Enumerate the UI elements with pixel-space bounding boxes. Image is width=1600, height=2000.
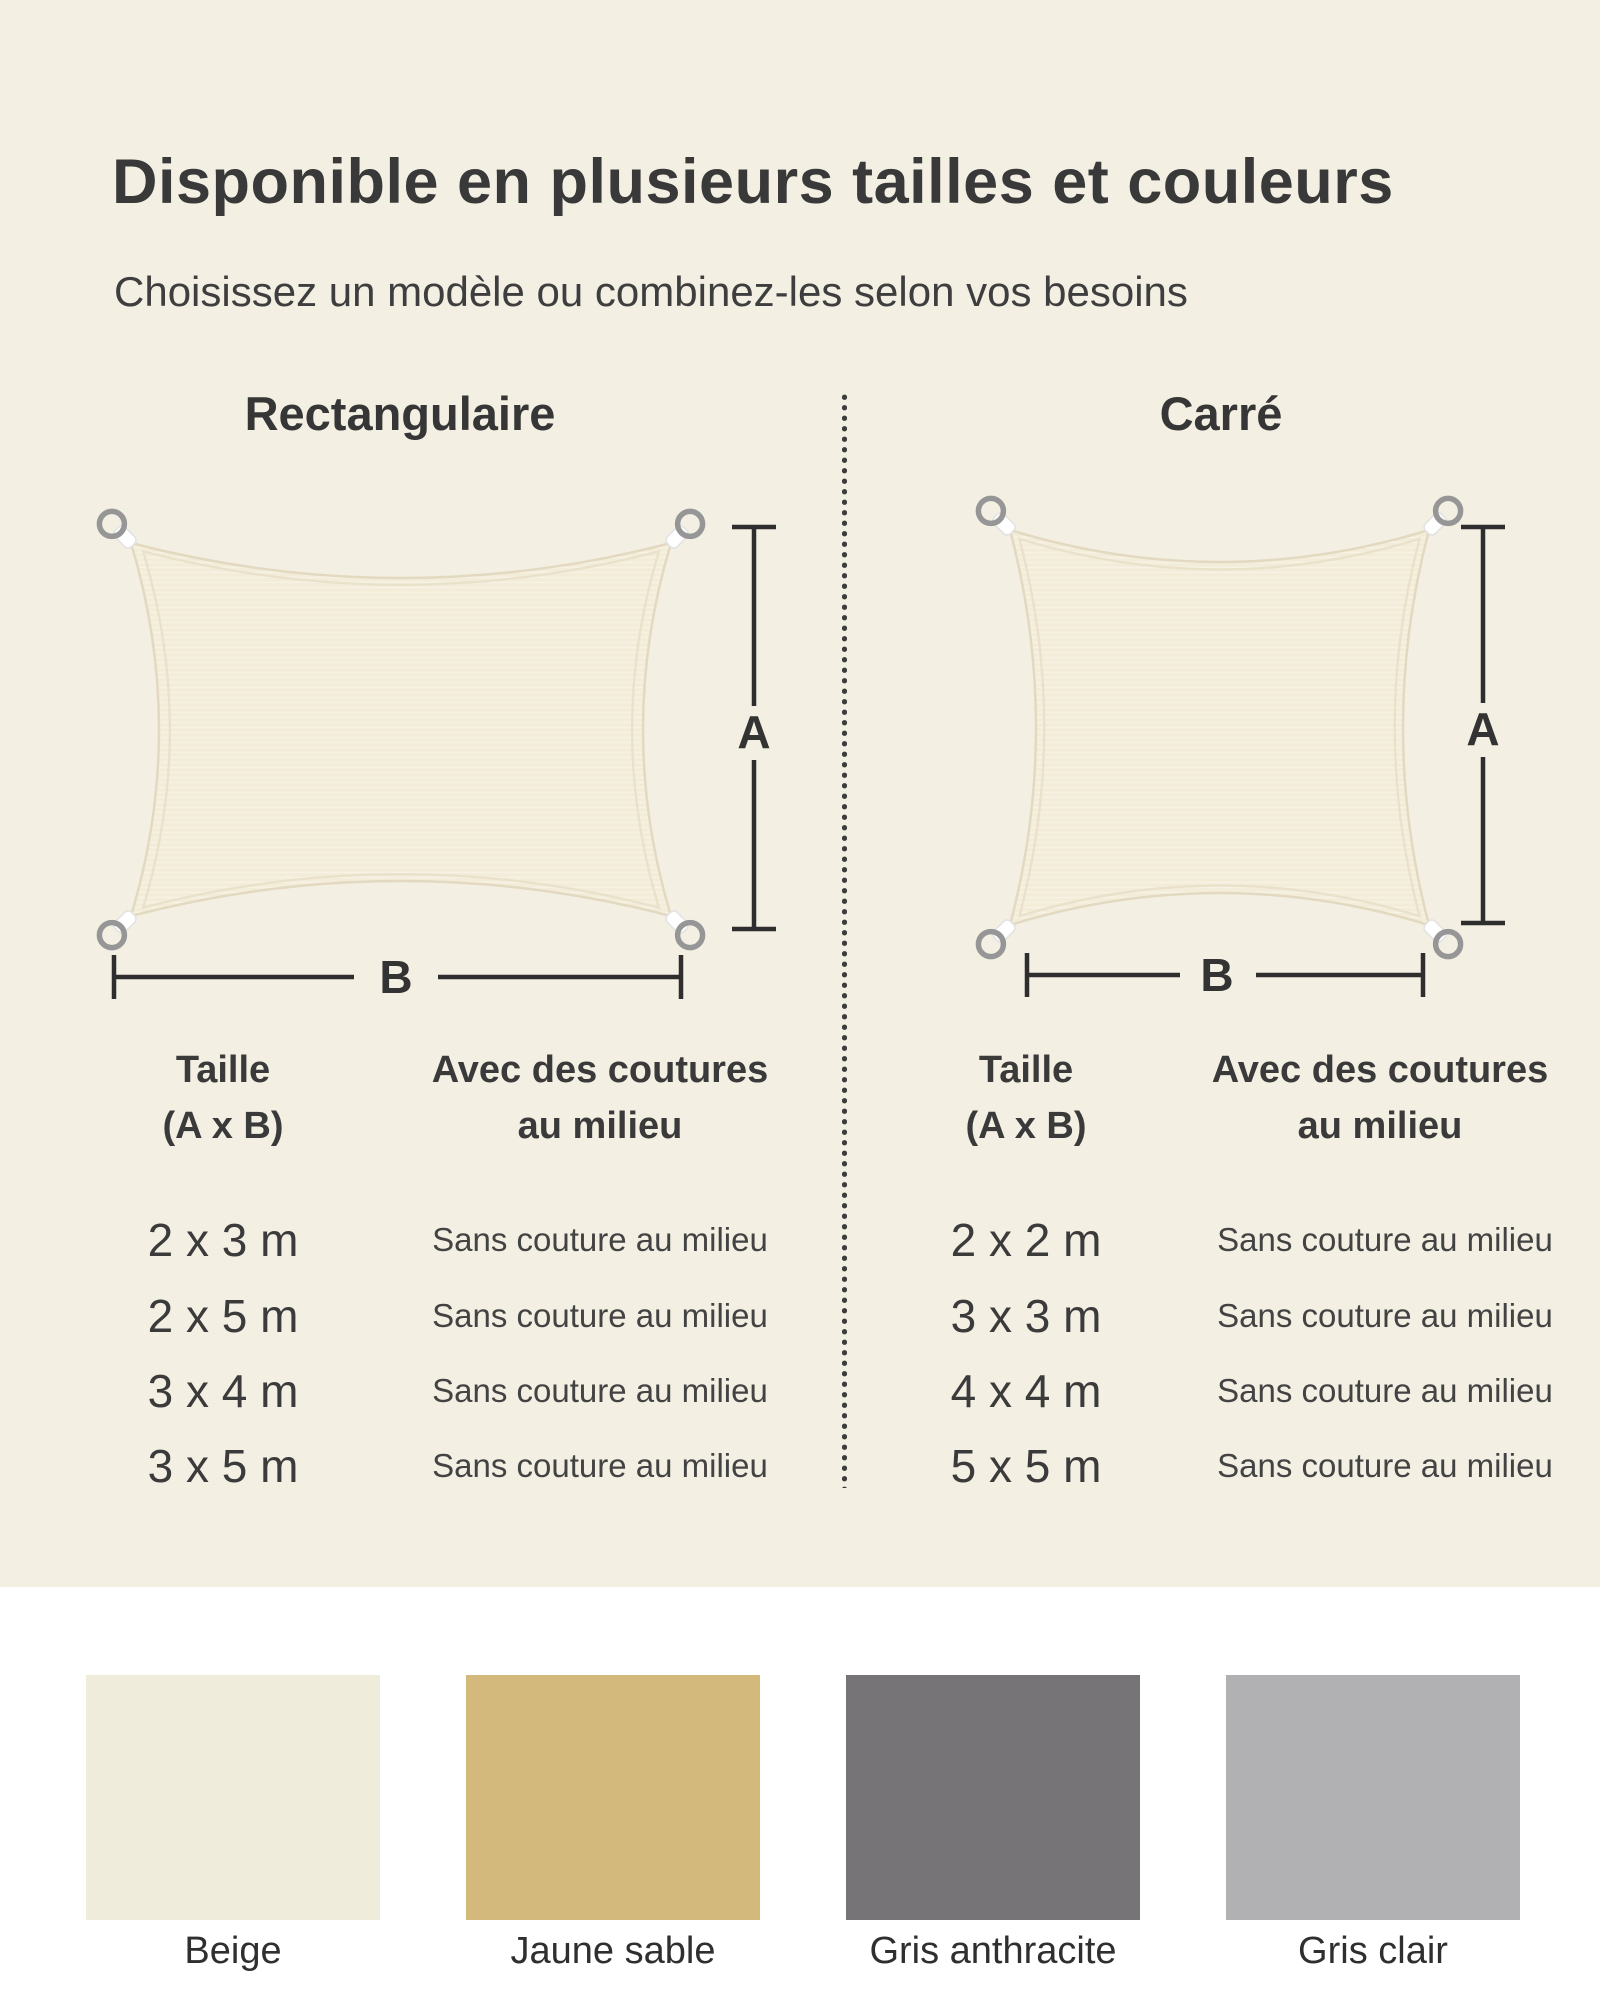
color-swatch-anthracite-gray: [846, 1675, 1140, 1920]
color-swatch-sand-yellow: [466, 1675, 760, 1920]
column-heading-rectangular: Rectangulaire: [244, 387, 556, 440]
size-value: 4 x 4 m: [950, 1365, 1102, 1417]
seam-value: Sans couture au milieu: [432, 1447, 768, 1484]
size-value: 5 x 5 m: [950, 1440, 1102, 1492]
square-sail-illustration: [973, 493, 1466, 962]
seam-column-header: Avec des coutures au milieu: [431, 1049, 769, 1147]
seam-column-header: Avec des coutures au milieu: [1211, 1049, 1549, 1147]
page-subtitle: Choisissez un modèle ou combinez-les selon vos besoins: [114, 268, 1188, 315]
seam-value: Sans couture au milieu: [432, 1297, 768, 1334]
size-value: 3 x 5 m: [147, 1440, 299, 1492]
size-value: 2 x 2 m: [950, 1214, 1102, 1266]
seam-value: Sans couture au milieu: [1217, 1221, 1553, 1258]
dim-label-b-square: B: [1200, 949, 1234, 1001]
seam-value: Sans couture au milieu: [1217, 1372, 1553, 1409]
size-column-header: Taille (A x B): [965, 1049, 1087, 1147]
seam-value: Sans couture au milieu: [1217, 1447, 1553, 1484]
size-column-header: Taille (A x B): [162, 1049, 284, 1147]
size-value: 2 x 3 m: [147, 1214, 299, 1266]
color-swatch-beige: [86, 1675, 380, 1920]
page-title: Disponible en plusieurs tailles et couleurs: [112, 147, 1394, 218]
size-value: 3 x 3 m: [950, 1290, 1102, 1342]
rectangular-sail-illustration: [94, 506, 708, 953]
seam-value: Sans couture au milieu: [432, 1221, 768, 1258]
size-value: 3 x 4 m: [147, 1365, 299, 1417]
seam-value: Sans couture au milieu: [432, 1372, 768, 1409]
swatch-label-beige: Beige: [184, 1930, 282, 1972]
color-swatch-light-gray: [1226, 1675, 1520, 1920]
dim-label-a-rect: A: [737, 706, 771, 758]
swatch-label-light-gray: Gris clair: [1298, 1930, 1448, 1972]
size-value: 2 x 5 m: [147, 1290, 299, 1342]
swatch-label-sand-yellow: Jaune sable: [510, 1930, 716, 1972]
dim-label-b-rect: B: [379, 951, 413, 1003]
column-heading-square: Carré: [1159, 387, 1283, 440]
seam-value: Sans couture au milieu: [1217, 1297, 1553, 1334]
dim-label-a-square: A: [1466, 703, 1500, 755]
swatch-label-anthracite-gray: Gris anthracite: [869, 1930, 1117, 1972]
